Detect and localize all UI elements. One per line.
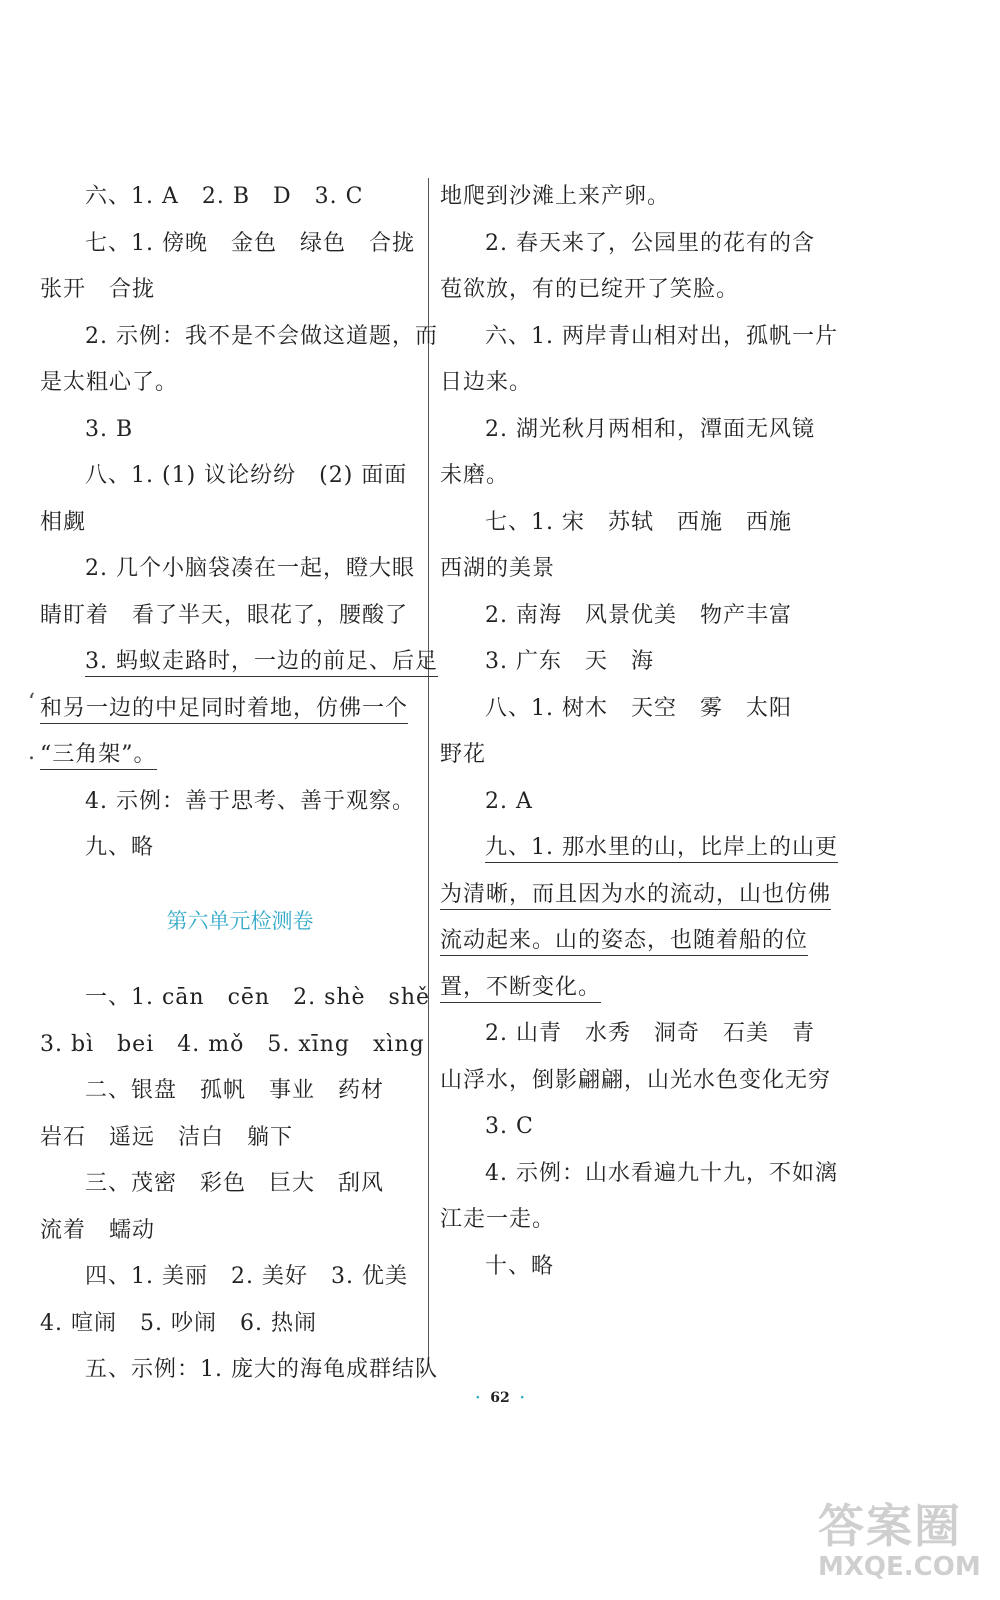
- answer-text: 和另一边的中足同时着地，仿佛一个: [40, 696, 408, 724]
- answer-line: [40, 785, 420, 832]
- column-divider: [428, 178, 429, 1366]
- right-column: [440, 180, 838, 1296]
- answer-line: [440, 1110, 820, 1157]
- answer-line: [40, 320, 438, 367]
- answer-line: [40, 552, 420, 599]
- answer-text: 八、1. 树木 天空 雾 太阳: [485, 695, 792, 721]
- margin-mark: ‘: [28, 690, 35, 715]
- answer-line: [440, 366, 820, 413]
- answer-line: [40, 831, 420, 878]
- answer-line: [40, 227, 420, 274]
- answer-line: [40, 692, 420, 739]
- answer-line: [440, 180, 820, 227]
- answer-text: 2. 示例：我不是不会做这道题，而: [85, 323, 438, 349]
- answer-line: [440, 599, 820, 646]
- answer-line: [40, 180, 420, 227]
- answer-text: 睛盯着 看了半天，眼花了，腰酸了: [40, 602, 409, 628]
- answer-text: 4. 示例：山水看遍九十九，不如漓: [485, 1160, 838, 1186]
- answer-line: [40, 506, 420, 553]
- watermark-logo-text: 答案圈: [818, 1499, 962, 1553]
- answer-line: [440, 459, 820, 506]
- answer-text: 江走一走。: [440, 1207, 556, 1232]
- answer-line: [40, 1121, 420, 1168]
- answer-text: 2. 几个小脑袋凑在一起，瞪大眼: [85, 556, 415, 581]
- answer-text: 相觑: [40, 509, 87, 535]
- answer-line: [440, 1017, 820, 1064]
- answer-line: [40, 1028, 425, 1075]
- answer-line: [40, 273, 420, 320]
- answer-text: 野花: [440, 742, 487, 767]
- answer-text: 是太粗心了。: [40, 370, 179, 395]
- answer-line: [40, 1260, 420, 1307]
- answer-line: [440, 878, 832, 925]
- answer-line: [40, 1307, 420, 1354]
- answer-text: 3. C: [485, 1114, 534, 1139]
- answer-text: 流动起来。山的姿态，也随着船的位: [440, 928, 808, 956]
- answer-text: 2. 春天来了，公园里的花有的含: [485, 230, 815, 256]
- answer-line: [440, 1064, 832, 1111]
- answer-text: 4. 示例：善于思考、善于观察。: [85, 788, 415, 814]
- answer-text: 2. 湖光秋月两相和，潭面无风镜: [485, 416, 815, 442]
- answer-text: 流着 蠕动: [40, 1217, 156, 1243]
- answer-text: 三、茂密 彩色 巨大 刮风: [85, 1171, 385, 1196]
- answer-line: [440, 831, 838, 878]
- watermark-logo: [818, 1500, 988, 1590]
- answer-line: [440, 924, 820, 971]
- answer-text: 为清晰，而且因为水的流动，山也仿佛: [440, 882, 831, 910]
- answer-line: [440, 1203, 820, 1250]
- answer-text: 西湖的美景: [440, 556, 556, 581]
- answer-text: 四、1. 美丽 2. 美好 3. 优美: [85, 1264, 408, 1289]
- answer-text: 山浮水，倒影翩翩，山光水色变化无穷: [440, 1067, 832, 1093]
- answer-text: 九、1. 那水里的山，比岸上的山更: [485, 835, 838, 863]
- answer-line: [440, 1157, 838, 1204]
- watermark-url: MXQE.COM: [818, 1552, 981, 1582]
- answer-text: 七、1. 宋 苏轼 西施 西施: [485, 509, 792, 535]
- answer-line: [440, 971, 820, 1018]
- answer-text: 日边来。: [440, 370, 533, 395]
- answer-text: 张开 合拢: [40, 277, 156, 302]
- answer-text: 地爬到沙滩上来产卵。: [440, 184, 671, 209]
- answer-line: [440, 645, 820, 692]
- answer-text: 十、略: [485, 1253, 555, 1279]
- answer-line: [440, 552, 820, 599]
- answer-line: [440, 506, 820, 553]
- answer-text: 五、示例：1. 庞大的海龟成群结队: [85, 1357, 438, 1382]
- answer-line: [440, 227, 820, 274]
- answer-text: 七、1. 傍晚 金色 绿色 合拢: [85, 230, 415, 256]
- answer-text: 未磨。: [440, 463, 510, 488]
- answer-text: 3. 蚂蚁走路时，一边的前足、后足: [85, 649, 438, 677]
- answer-line: [440, 738, 820, 785]
- answer-text: 苞欲放，有的已绽开了笑脸。: [440, 277, 740, 302]
- answer-text: 2. 山青 水秀 洞奇 石美 青: [485, 1021, 815, 1046]
- answer-line: [440, 320, 838, 367]
- answer-text: 一、1. cān cēn 2. shè shě: [85, 985, 431, 1010]
- answer-line: [40, 459, 420, 506]
- page-number: [0, 1390, 1000, 1406]
- page-dot-right: ·: [519, 1390, 525, 1406]
- answer-line: [440, 1250, 820, 1297]
- answer-text: 六、1. A 2. B D 3. C: [85, 184, 364, 209]
- answer-line: [440, 273, 820, 320]
- answer-text: 岩石 遥远 洁白 躺下: [40, 1124, 294, 1150]
- answer-text: “三角架”。: [40, 742, 157, 770]
- answer-text: 二、银盘 孤帆 事业 药材: [85, 1078, 385, 1103]
- page-dot-left: ·: [475, 1390, 481, 1406]
- answer-line: [40, 366, 420, 413]
- answer-line: [440, 785, 820, 832]
- answer-text: 九、略: [85, 835, 155, 860]
- answer-line: [40, 413, 420, 460]
- answer-line: [440, 692, 820, 739]
- answer-text: 3. B: [85, 416, 134, 442]
- answer-text: 2. A: [485, 788, 533, 814]
- answer-text: 八、1. (1) 议论纷纷 (2) 面面: [85, 463, 408, 488]
- left-column: [40, 180, 438, 1400]
- answer-text: 置，不断变化。: [440, 975, 601, 1003]
- answer-text: 4. 喧闹 5. 吵闹 6. 热闹: [40, 1310, 317, 1336]
- answer-line: [40, 738, 420, 785]
- answer-line: [40, 645, 438, 692]
- answer-text: 2. 南海 风景优美 物产丰富: [485, 602, 792, 628]
- answer-line: [40, 599, 420, 646]
- answer-line: [40, 1074, 420, 1121]
- answer-line: [40, 981, 431, 1028]
- answer-line: [440, 413, 820, 460]
- answer-line: [40, 1214, 420, 1261]
- answer-text: 3. bì bei 4. mǒ 5. xīng xìng: [40, 1031, 425, 1057]
- section-title: 第六单元检测卷: [166, 908, 314, 933]
- answer-text: 六、1. 两岸青山相对出，孤帆一片: [485, 323, 838, 349]
- page-number-text: 62: [490, 1390, 510, 1406]
- margin-mark: .: [28, 740, 35, 765]
- answer-text: 3. 广东 天 海: [485, 649, 654, 674]
- answer-line: [40, 1167, 420, 1214]
